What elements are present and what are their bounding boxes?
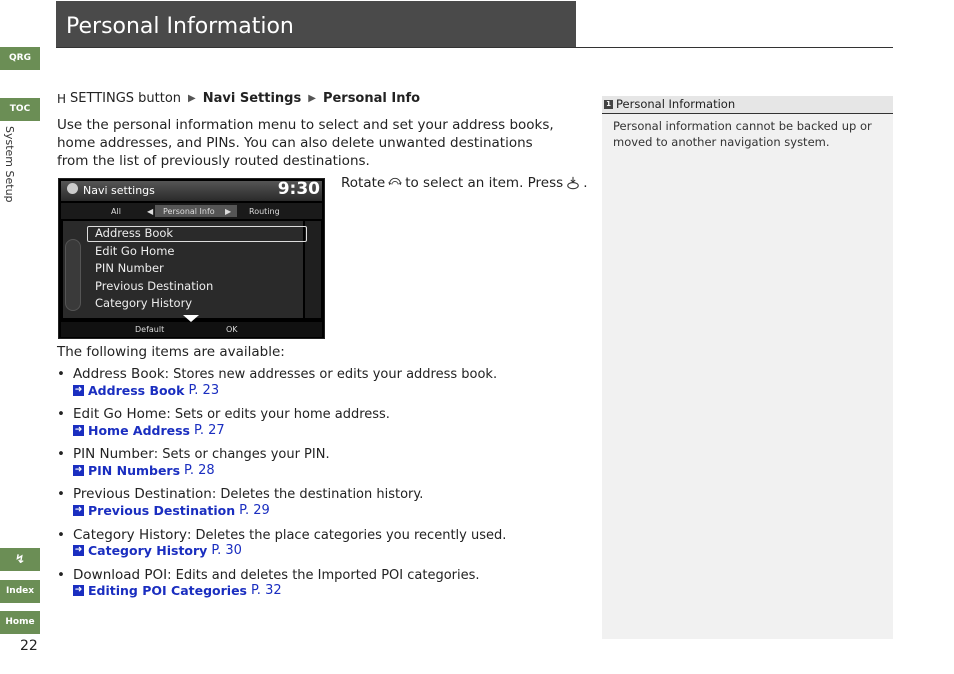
rotate-instruction bbox=[341, 174, 587, 192]
gear-icon bbox=[67, 183, 78, 194]
rotate-end: . bbox=[583, 175, 588, 191]
triangle-right-icon: ▶ bbox=[225, 207, 232, 216]
item-term: Previous Destination bbox=[73, 486, 212, 502]
note-marker-icon: 1 bbox=[604, 100, 613, 109]
screen-default-label: Default bbox=[135, 325, 165, 334]
screen-tab-all: All bbox=[111, 207, 121, 216]
screen-scrollbar bbox=[305, 221, 321, 318]
crossref-arrow-icon: ➜ bbox=[74, 465, 83, 475]
crossref-arrow-icon: ➜ bbox=[74, 545, 83, 555]
rotate-mid: to select an item. Press bbox=[405, 175, 564, 191]
screen-ok-label: OK bbox=[226, 325, 238, 334]
note-panel bbox=[602, 96, 893, 639]
ref-link[interactable]: ➜ Home Address P. 27 bbox=[74, 423, 225, 438]
rotate-knob-icon bbox=[388, 176, 402, 190]
section-label: System Setup bbox=[3, 126, 16, 203]
press-knob-icon bbox=[566, 176, 580, 190]
item-desc: : Sets or edits your home address. bbox=[166, 407, 390, 422]
item-desc: : Edits and deletes the Imported POI categories. bbox=[167, 568, 480, 583]
triangle-left-icon: ◀ bbox=[147, 207, 154, 216]
item-term: Address Book bbox=[73, 366, 165, 382]
list-item: • Edit Go Home: Sets or edits your home address. bbox=[57, 406, 390, 422]
index-tab[interactable]: Index bbox=[0, 580, 40, 603]
note-title: 1 Personal Information bbox=[604, 97, 735, 111]
screen-item: Address Book bbox=[95, 226, 174, 240]
list-item: • Previous Destination: Deletes the destination history. bbox=[57, 486, 424, 502]
breadcrumb-lead: SETTINGS button bbox=[70, 91, 182, 106]
title-rule bbox=[56, 47, 893, 48]
arrow-right-icon: ▶ bbox=[188, 93, 196, 104]
list-item: • Category History: Deletes the place categories you recently used. bbox=[57, 527, 507, 543]
item-desc: : Deletes the destination history. bbox=[211, 487, 424, 502]
list-item: • Download POI: Edits and deletes the Imported POI categories. bbox=[57, 567, 480, 583]
rotate-word: Rotate bbox=[341, 175, 386, 191]
screen-item: Category History bbox=[95, 296, 193, 310]
ref-link[interactable]: ➜ Address Book P. 23 bbox=[74, 383, 220, 398]
ref-link[interactable]: ➜ Category History P. 30 bbox=[74, 543, 242, 558]
screen-clock: 9:30 bbox=[277, 179, 320, 199]
intro-paragraph: Use the personal information menu to select and set your address books, home addresses, and PINs. You can also delete unwanted destinations from the list of previously routed destinations. bbox=[57, 117, 554, 169]
page-title: Personal Information bbox=[66, 14, 294, 39]
screen-tab-personal-info: Personal Info bbox=[163, 207, 215, 216]
breadcrumb-step1: Navi Settings bbox=[202, 91, 302, 106]
screen-footer bbox=[61, 322, 322, 337]
note-body: Personal information cannot be backed up or moved to another navigation system. bbox=[613, 119, 872, 149]
screen-item: PIN Number bbox=[95, 261, 164, 275]
crossref-arrow-icon: ➜ bbox=[74, 505, 83, 515]
item-term: Edit Go Home bbox=[73, 406, 167, 422]
qrg-tab[interactable]: QRG bbox=[0, 47, 40, 70]
settings-button-icon: H bbox=[57, 91, 67, 106]
breadcrumb-step2: Personal Info bbox=[322, 91, 421, 106]
screen-item: Edit Go Home bbox=[95, 244, 175, 258]
screen-tab-routing: Routing bbox=[249, 207, 280, 216]
crossref-arrow-icon: ➜ bbox=[74, 585, 83, 595]
page-number: 22 bbox=[20, 638, 38, 654]
breadcrumb bbox=[57, 91, 420, 106]
item-term: Category History bbox=[73, 527, 187, 543]
screen-title: Navi settings bbox=[83, 184, 155, 197]
ref-link[interactable]: ➜ Editing POI Categories P. 32 bbox=[74, 583, 282, 598]
item-term: PIN Number bbox=[73, 446, 154, 462]
navi-settings-screen bbox=[58, 178, 325, 339]
voice-tab-icon[interactable]: ↯ bbox=[0, 548, 40, 571]
ref-link[interactable]: ➜ Previous Destination P. 29 bbox=[74, 503, 270, 518]
home-tab[interactable]: Home bbox=[0, 611, 40, 634]
crossref-arrow-icon: ➜ bbox=[74, 425, 83, 435]
knob-graphic bbox=[65, 239, 81, 311]
arrow-right-icon: ▶ bbox=[308, 93, 316, 104]
toc-tab[interactable]: TOC bbox=[0, 98, 40, 121]
crossref-arrow-icon: ➜ bbox=[74, 385, 83, 395]
list-item: • PIN Number: Sets or changes your PIN. bbox=[57, 446, 330, 462]
scroll-down-arrow-icon bbox=[183, 315, 199, 322]
item-term: Download POI bbox=[73, 567, 168, 583]
screen-item: Previous Destination bbox=[95, 279, 214, 293]
ref-link[interactable]: ➜ PIN Numbers P. 28 bbox=[74, 463, 215, 478]
item-desc: : Deletes the place categories you recently used. bbox=[187, 528, 507, 543]
item-desc: : Sets or changes your PIN. bbox=[153, 447, 330, 462]
item-desc: : Stores new addresses or edits your address book. bbox=[164, 367, 498, 382]
available-label: The following items are available: bbox=[57, 344, 285, 360]
list-item: • Address Book: Stores new addresses or edits your address book. bbox=[57, 366, 498, 382]
